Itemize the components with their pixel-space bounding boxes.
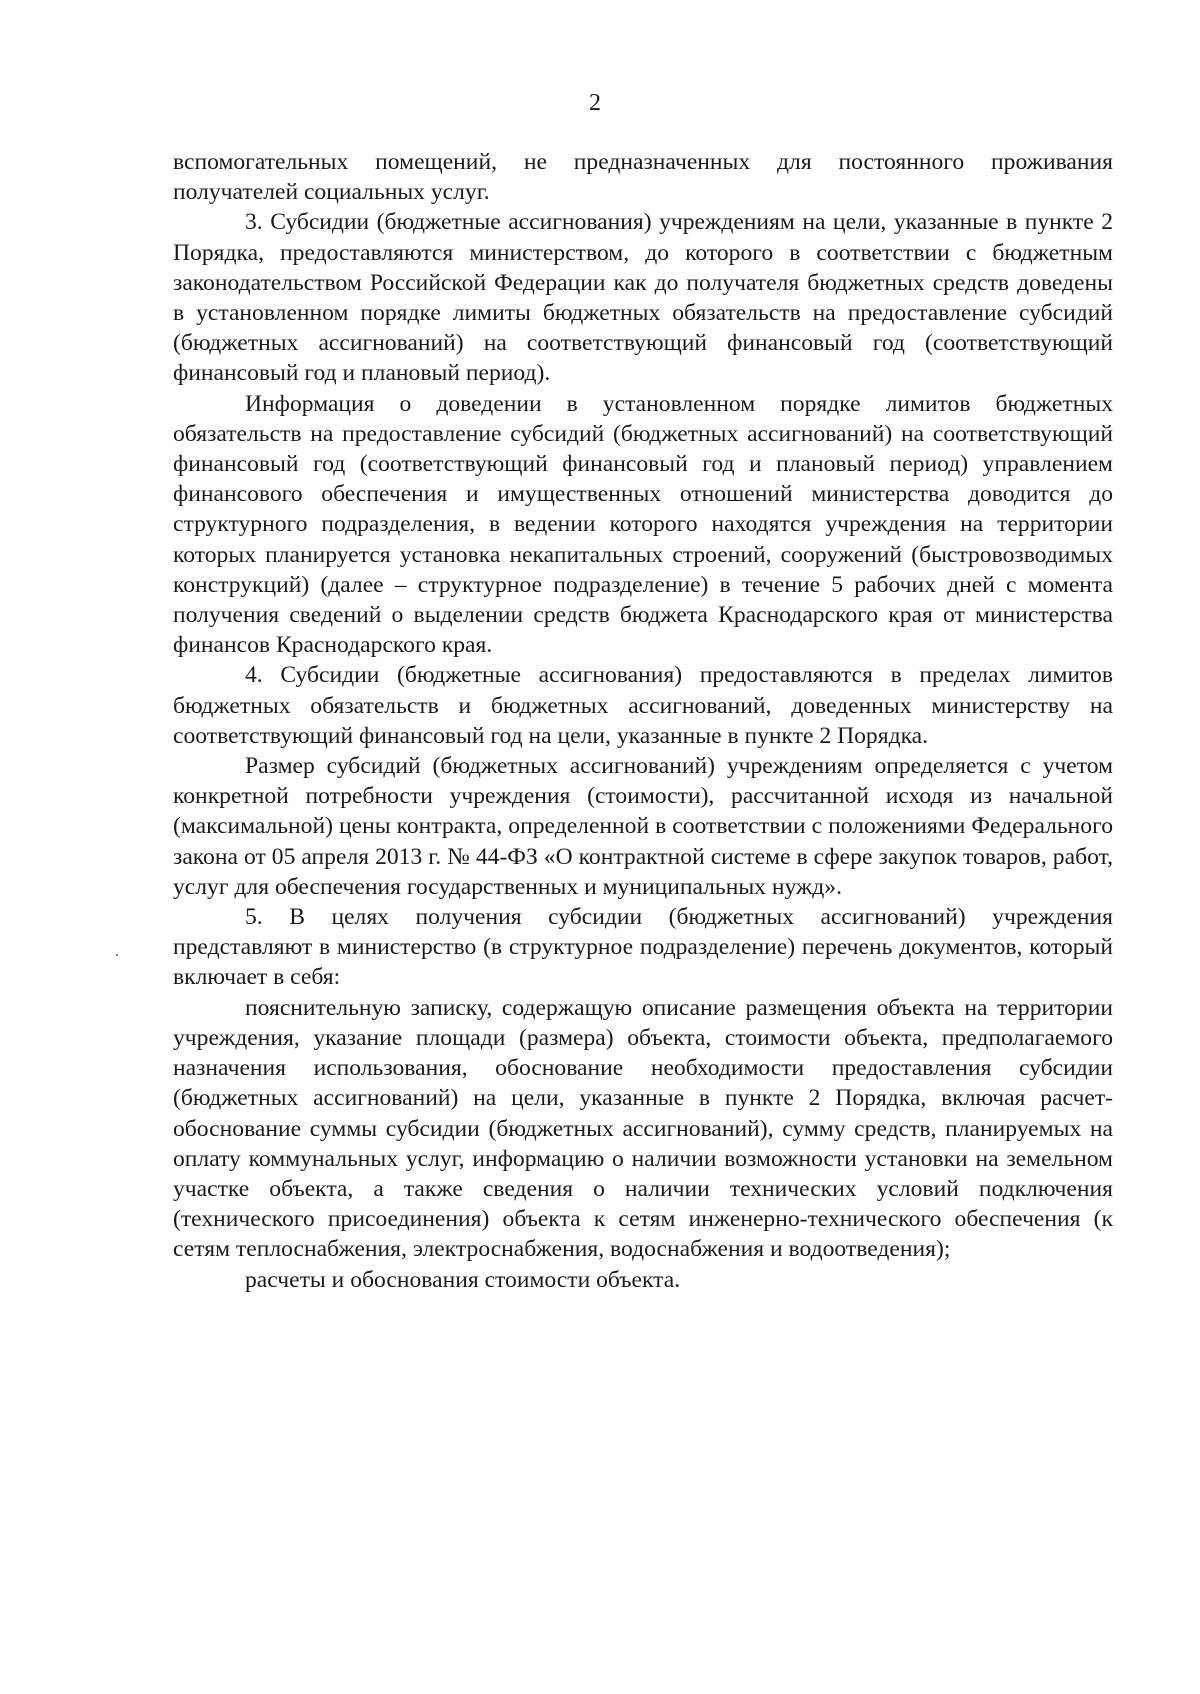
document-body <box>173 147 1113 1295</box>
page-number: 2 <box>589 90 601 116</box>
paragraph-limits-information: Информация о доведении в установленном порядке лимитов бюджетных обязательств на предоставление субсидий (бюджетных ассигнований) на соответствующий финансовый год (соответствующий финансовый год и плановый период) управлением финансового обеспечения и имущественных отношений министерства доводится до структурного подразделения, в ведении которого находятся учреждения на территории которых планируется установка некапитальных строений, сооружений (быстровозводимых конструкций) (далее – структурное подразделение) в течение 5 рабочих дней с момента получения сведений о выделении средств бюджета Краснодарского края от министерства финансов Краснодарского края. <box>173 390 1113 659</box>
paragraph-explanatory-note: пояснительную записку, содержащую описание размещения объекта на территории учреждения, указание площади (размера) объекта, стоимости объекта, предполагаемого назначения использования, обоснование необходимости предоставления субсидии (бюджетных ассигнований) на цели, указанные в пункте 2 Порядка, включая расчет-обоснование суммы субсидии (бюджетных ассигнований), сумму средств, планируемых на оплату коммунальных услуг, информацию о наличии возможности установки на земельном участке объекта, а также сведения о наличии технических условий подключения (технического присоединения) объекта к сетям инженерно-технического обеспечения (к сетям теплоснабжения, электроснабжения, водоснабжения и водоотведения); <box>173 994 1113 1263</box>
paragraph-subsidy-size: Размер субсидий (бюджетных ассигнований) учреждениям определяется с учетом конкретной потребности учреждения (стоимости), рассчитанной исходя из начальной (максимальной) цены контракта, определенной в соответствии с положениями Федерального закона от 05 апреля 2013 г. № 44-ФЗ «О контрактной системе в сфере закупок товаров, работ, услуг для обеспечения государственных и муниципальных нужд». <box>173 753 1113 900</box>
scan-artifact-dot <box>116 954 118 956</box>
paragraph-continuation: вспомогательных помещений, не предназначенных для постоянного проживания получателей социальных услуг. <box>173 149 1113 206</box>
paragraph-item-4: 4. Субсидии (бюджетные ассигнования) предоставляются в пределах лимитов бюджетных обязательств и бюджетных ассигнований, доведенных министерству на соответствующий финансовый год на цели, указанные в пункте 2 Порядка. <box>173 662 1113 749</box>
paragraph-cost-calculations: расчеты и обоснования стоимости объекта. <box>245 1266 681 1293</box>
paragraph-item-3: 3. Субсидии (бюджетные ассигнования) учреждениям на цели, указанные в пункте 2 Порядка, предоставляются министерством, до которого в соответствии с бюджетным законодательством Российской Федерации как до получателя бюджетных средств доведены в установленном порядке лимиты бюджетных обязательств на предоставление субсидий (бюджетных ассигнований) на соответствующий финансовый год (соответствующий финансовый год и плановый период). <box>173 209 1113 387</box>
paragraph-item-5: 5. В целях получения субсидии (бюджетных ассигнований) учреждения представляют в министерство (в структурное подразделение) перечень документов, который включает в себя: <box>173 904 1113 991</box>
